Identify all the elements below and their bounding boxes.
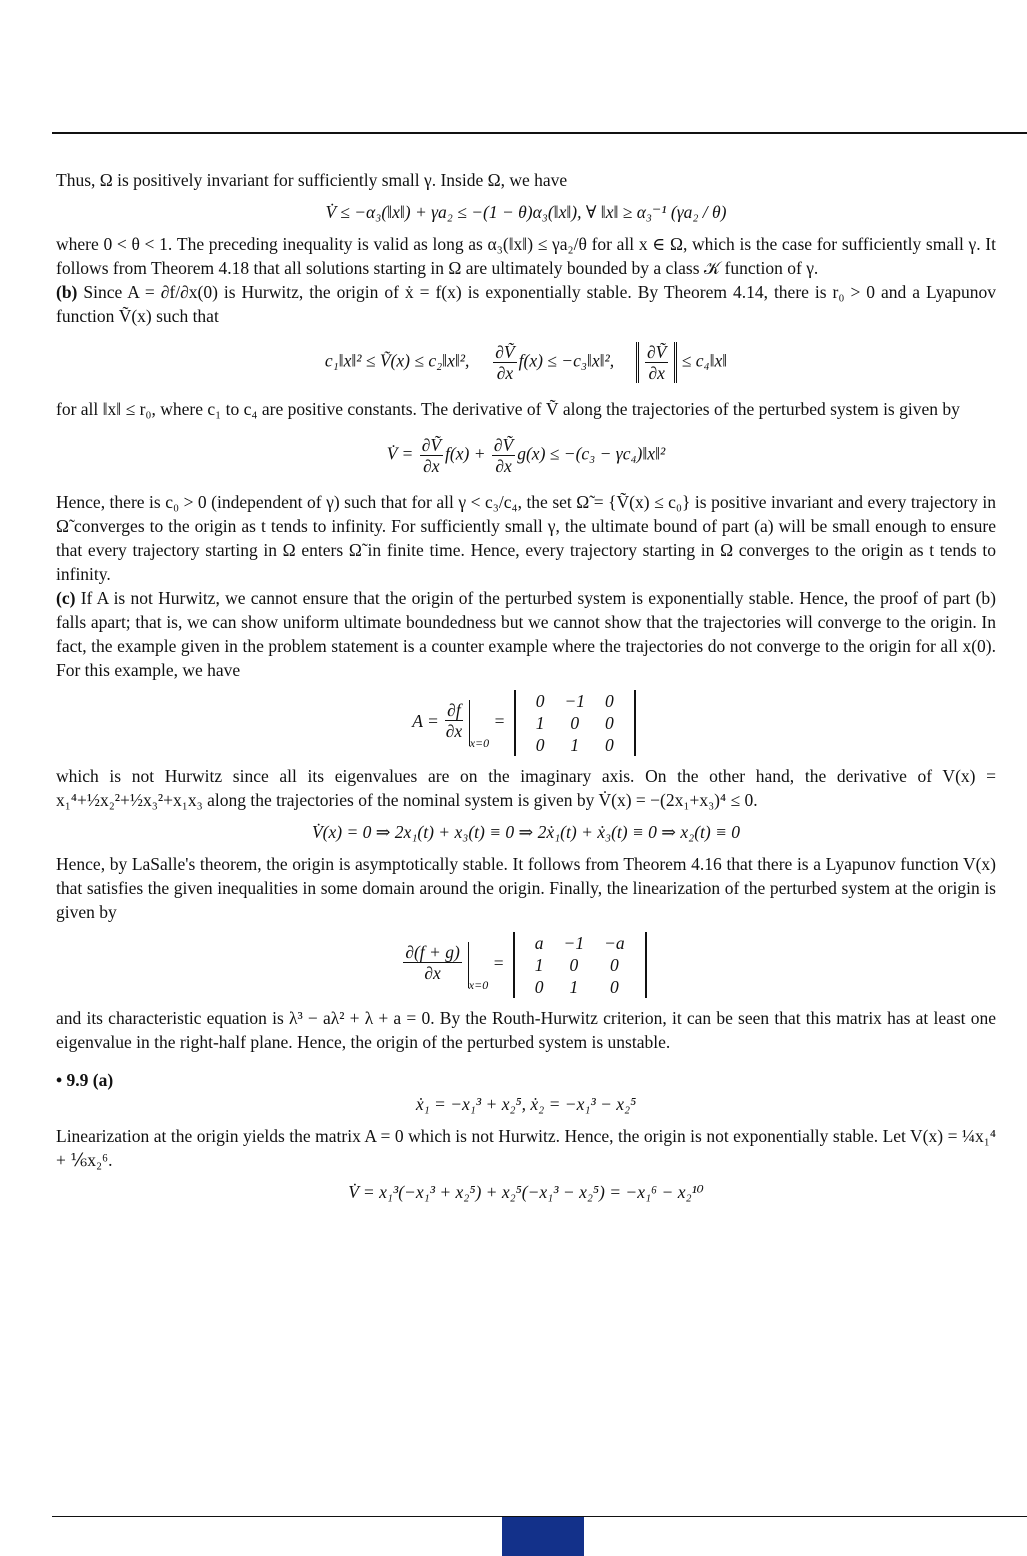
matrix-a-cell: 0 — [605, 735, 614, 755]
jacobian-eval — [443, 700, 470, 746]
norm-denominator: ∂x — [648, 363, 665, 383]
paragraph-linearization-zero: Linearization at the origin yields the matrix A = 0 which is not Hurwitz. Hence, the origin is not exponentially stable. Let V(x) = ¼x₁⁴ + ⅙x₂⁶. — [56, 1126, 996, 1170]
frac1-numerator: ∂Ṽ — [421, 435, 442, 455]
linearization-eval — [401, 942, 468, 988]
paragraph-part-b — [56, 280, 996, 328]
matrix-a-cell: 0 — [535, 691, 545, 711]
matrix-lin-row — [525, 932, 635, 954]
matrix-linearization — [513, 932, 647, 998]
equation-matrix-a — [56, 690, 996, 756]
term-g: g(x) ≤ −(c₃ − γc₄)‖x‖² — [517, 443, 666, 464]
frac2-numerator: ∂Ṽ — [493, 435, 514, 455]
matrix-lin-cell: a — [534, 933, 544, 953]
linearization-fraction — [403, 942, 461, 983]
matrix-a-row — [526, 690, 624, 712]
matrix-lin-cell: 0 — [569, 955, 579, 975]
jacobian-numerator: ∂f — [447, 700, 461, 720]
equation-vdot-perturbed — [56, 435, 996, 476]
frac1-denominator: ∂x — [423, 456, 440, 476]
equals-sign: = — [493, 711, 506, 732]
matrix-lin-row — [525, 976, 635, 998]
matrix-lin-cell: 0 — [534, 977, 544, 997]
paragraph-not-hurwitz: which is not Hurwitz since all its eigenvalues are on the imaginary axis. On the other hand, the derivative of V(x) = x₁⁴+½x₂²+½x₃²+x₁x₃ along the trajectories of the nominal system is given by V̇(x) = −(2x₁+x₃)⁴ ≤ 0. — [56, 766, 996, 810]
equation-lyapunov-bounds — [56, 342, 996, 383]
matrix-a-cell: 0 — [605, 691, 614, 711]
equals-sign: = — [492, 953, 505, 974]
part-b-text: Since A = ∂f/∂x(0) is Hurwitz, the origin of ẋ = f(x) is exponentially stable. By Theorem 4.14, there is r₀ > 0 and a Lyapunov function Ṽ(x) such that — [56, 282, 996, 326]
partial-fraction-2 — [492, 435, 515, 476]
partial-fraction-1 — [420, 435, 443, 476]
eval-subscript: x=0 — [469, 736, 490, 751]
matrix-a-table — [526, 690, 624, 756]
vdot-lhs: V̇ = — [386, 443, 414, 464]
matrix-lin-cell: −a — [604, 933, 625, 953]
jacobian-fraction — [445, 700, 463, 741]
part-b-label: (b) — [56, 282, 78, 302]
part-c-label: (c) — [56, 588, 76, 608]
lyapunov-quadratic-bound: c₁‖x‖² ≤ Ṽ(x) ≤ c₂‖x‖², — [324, 350, 470, 371]
equation-vdot-9-9: V̇ = x₁³(−x₁³ + x₂⁵) + x₂⁵(−x₁³ − x₂⁵) = −x₁⁶ − x₂¹⁰ — [348, 1182, 704, 1202]
matrix-lin-row — [525, 954, 635, 976]
matrix-a-cell: −1 — [564, 691, 585, 711]
partial-fraction-vtilde — [493, 342, 516, 383]
matrix-a-cell: 0 — [570, 713, 580, 733]
paragraph-lasalle: Hence, by LaSalle's theorem, the origin is asymptotically stable. It follows from Theorem 4.16 that there is a Lyapunov function V(x) that satisfies the given inequalities in some domain around the origin. Finally, the linearization of the perturbed system at the origin is given by — [56, 854, 996, 922]
matrix-lin-cell: 1 — [534, 955, 544, 975]
paragraph-characteristic-eq: and its characteristic equation is λ³ − aλ² + λ + a = 0. By the Routh-Hurwitz criterion, it can be seen that this matrix has at least one eigenvalue in the right-half plane. Hence, the origin of the perturbed system is unstable. — [56, 1008, 996, 1052]
matrix-a-cell: 0 — [605, 713, 614, 733]
paragraph-derivative-vtilde: for all ‖x‖ ≤ r₀, where c₁ to c₄ are positive constants. The derivative of Ṽ along the trajectories of the perturbed system is given by — [56, 399, 960, 419]
equation-system-9-9: ẋ₁ = −x₁³ + x₂⁵, ẋ₂ = −x₁³ − x₂⁵ — [415, 1094, 637, 1114]
norm-numerator: ∂Ṽ — [647, 342, 667, 362]
frac-numerator: ∂Ṽ — [495, 342, 515, 362]
part-c-text: If A is not Hurwitz, we cannot ensure that the origin of the perturbed system is exponentially stable. Hence, the proof of part (b) falls apart; that is, we can show uniform ultimate boundedness but we cannot show that the trajectories will converge to the origin. In fact, the example given in the problem statement is a counter example where the trajectories do not converge to the origin for all x(0). For this example, we have — [56, 588, 997, 680]
matrix-a-cell: 0 — [535, 735, 545, 755]
paragraph-part-c — [56, 586, 996, 682]
linearization-numerator: ∂(f + g) — [405, 942, 460, 962]
norm-fraction — [645, 342, 668, 383]
matrix-lin-cell: 1 — [569, 977, 579, 997]
linearization-denominator: ∂x — [424, 963, 441, 983]
gradient-bound: ≤ c₄‖x‖ — [681, 350, 728, 371]
matrix-lin-cell: 0 — [610, 977, 619, 997]
matrix-a-row — [526, 712, 624, 734]
matrix-a-cell: 1 — [570, 735, 580, 755]
section-heading-9-9: • 9.9 (a) — [56, 1070, 114, 1090]
jacobian-denominator: ∂x — [445, 721, 463, 741]
gradient-norm — [636, 342, 677, 383]
header-rule — [52, 132, 1027, 134]
matrix-a — [514, 690, 636, 756]
paragraph-positive-invariant: Hence, there is c₀ > 0 (independent of γ) such that for all γ < c₃/c₄, the set Ω̃ = {Ṽ(x) ≤ c₀} is positive invariant and every trajectory in Ω̃ converges to the origin as t tends to infinity. For sufficiently small γ, the ultimate bound of part (a) will be small enough to ensure that every trajectory starting in Ω enters Ω̃ in finite time. Hence, every trajectory starting in Ω converges to the origin as t tends to infinity. — [56, 492, 996, 584]
page-content — [56, 168, 996, 1204]
equation-vdot-bound: V̇ ≤ −α₃(‖x‖) + γa₂ ≤ −(1 − θ)α₃(‖x‖), ∀ ‖x‖ ≥ α₃⁻¹ (γa₂ / θ) — [325, 202, 727, 222]
frac2-denominator: ∂x — [495, 456, 512, 476]
equation-lasalle-chain: V̇(x) = 0 ⇒ 2x₁(t) + x₃(t) ≡ 0 ⇒ 2ẋ₁(t) + ẋ₃(t) ≡ 0 ⇒ x₂(t) ≡ 0 — [311, 822, 741, 842]
matrix-lin-cell: 0 — [610, 955, 619, 975]
paragraph-theta-condition: where 0 < θ < 1. The preceding inequality is valid as long as α₃(‖x‖) ≤ γa₂/θ for all x ∈ Ω, which is the case for sufficiently small γ. It follows from Theorem 4.18 that all solutions starting in Ω are ultimately bounded by a class 𝒦 function of γ. — [56, 234, 996, 278]
matrix-lin-table — [525, 932, 635, 998]
matrix-a-cell: 1 — [535, 713, 545, 733]
frac-denominator: ∂x — [496, 363, 514, 383]
matrix-a-lhs: A = — [412, 711, 439, 732]
term-f: f(x) + — [445, 443, 486, 464]
matrix-lin-cell: −1 — [563, 933, 585, 953]
paragraph-omega-invariant: Thus, Ω is positively invariant for sufficiently small γ. Inside Ω, we have — [56, 170, 568, 190]
matrix-a-row — [526, 734, 624, 756]
page-tab-marker — [502, 1517, 584, 1556]
derivative-bound: f(x) ≤ −c₃‖x‖², — [518, 350, 615, 371]
eval-subscript: x=0 — [468, 978, 489, 993]
equation-linearization — [56, 932, 996, 998]
